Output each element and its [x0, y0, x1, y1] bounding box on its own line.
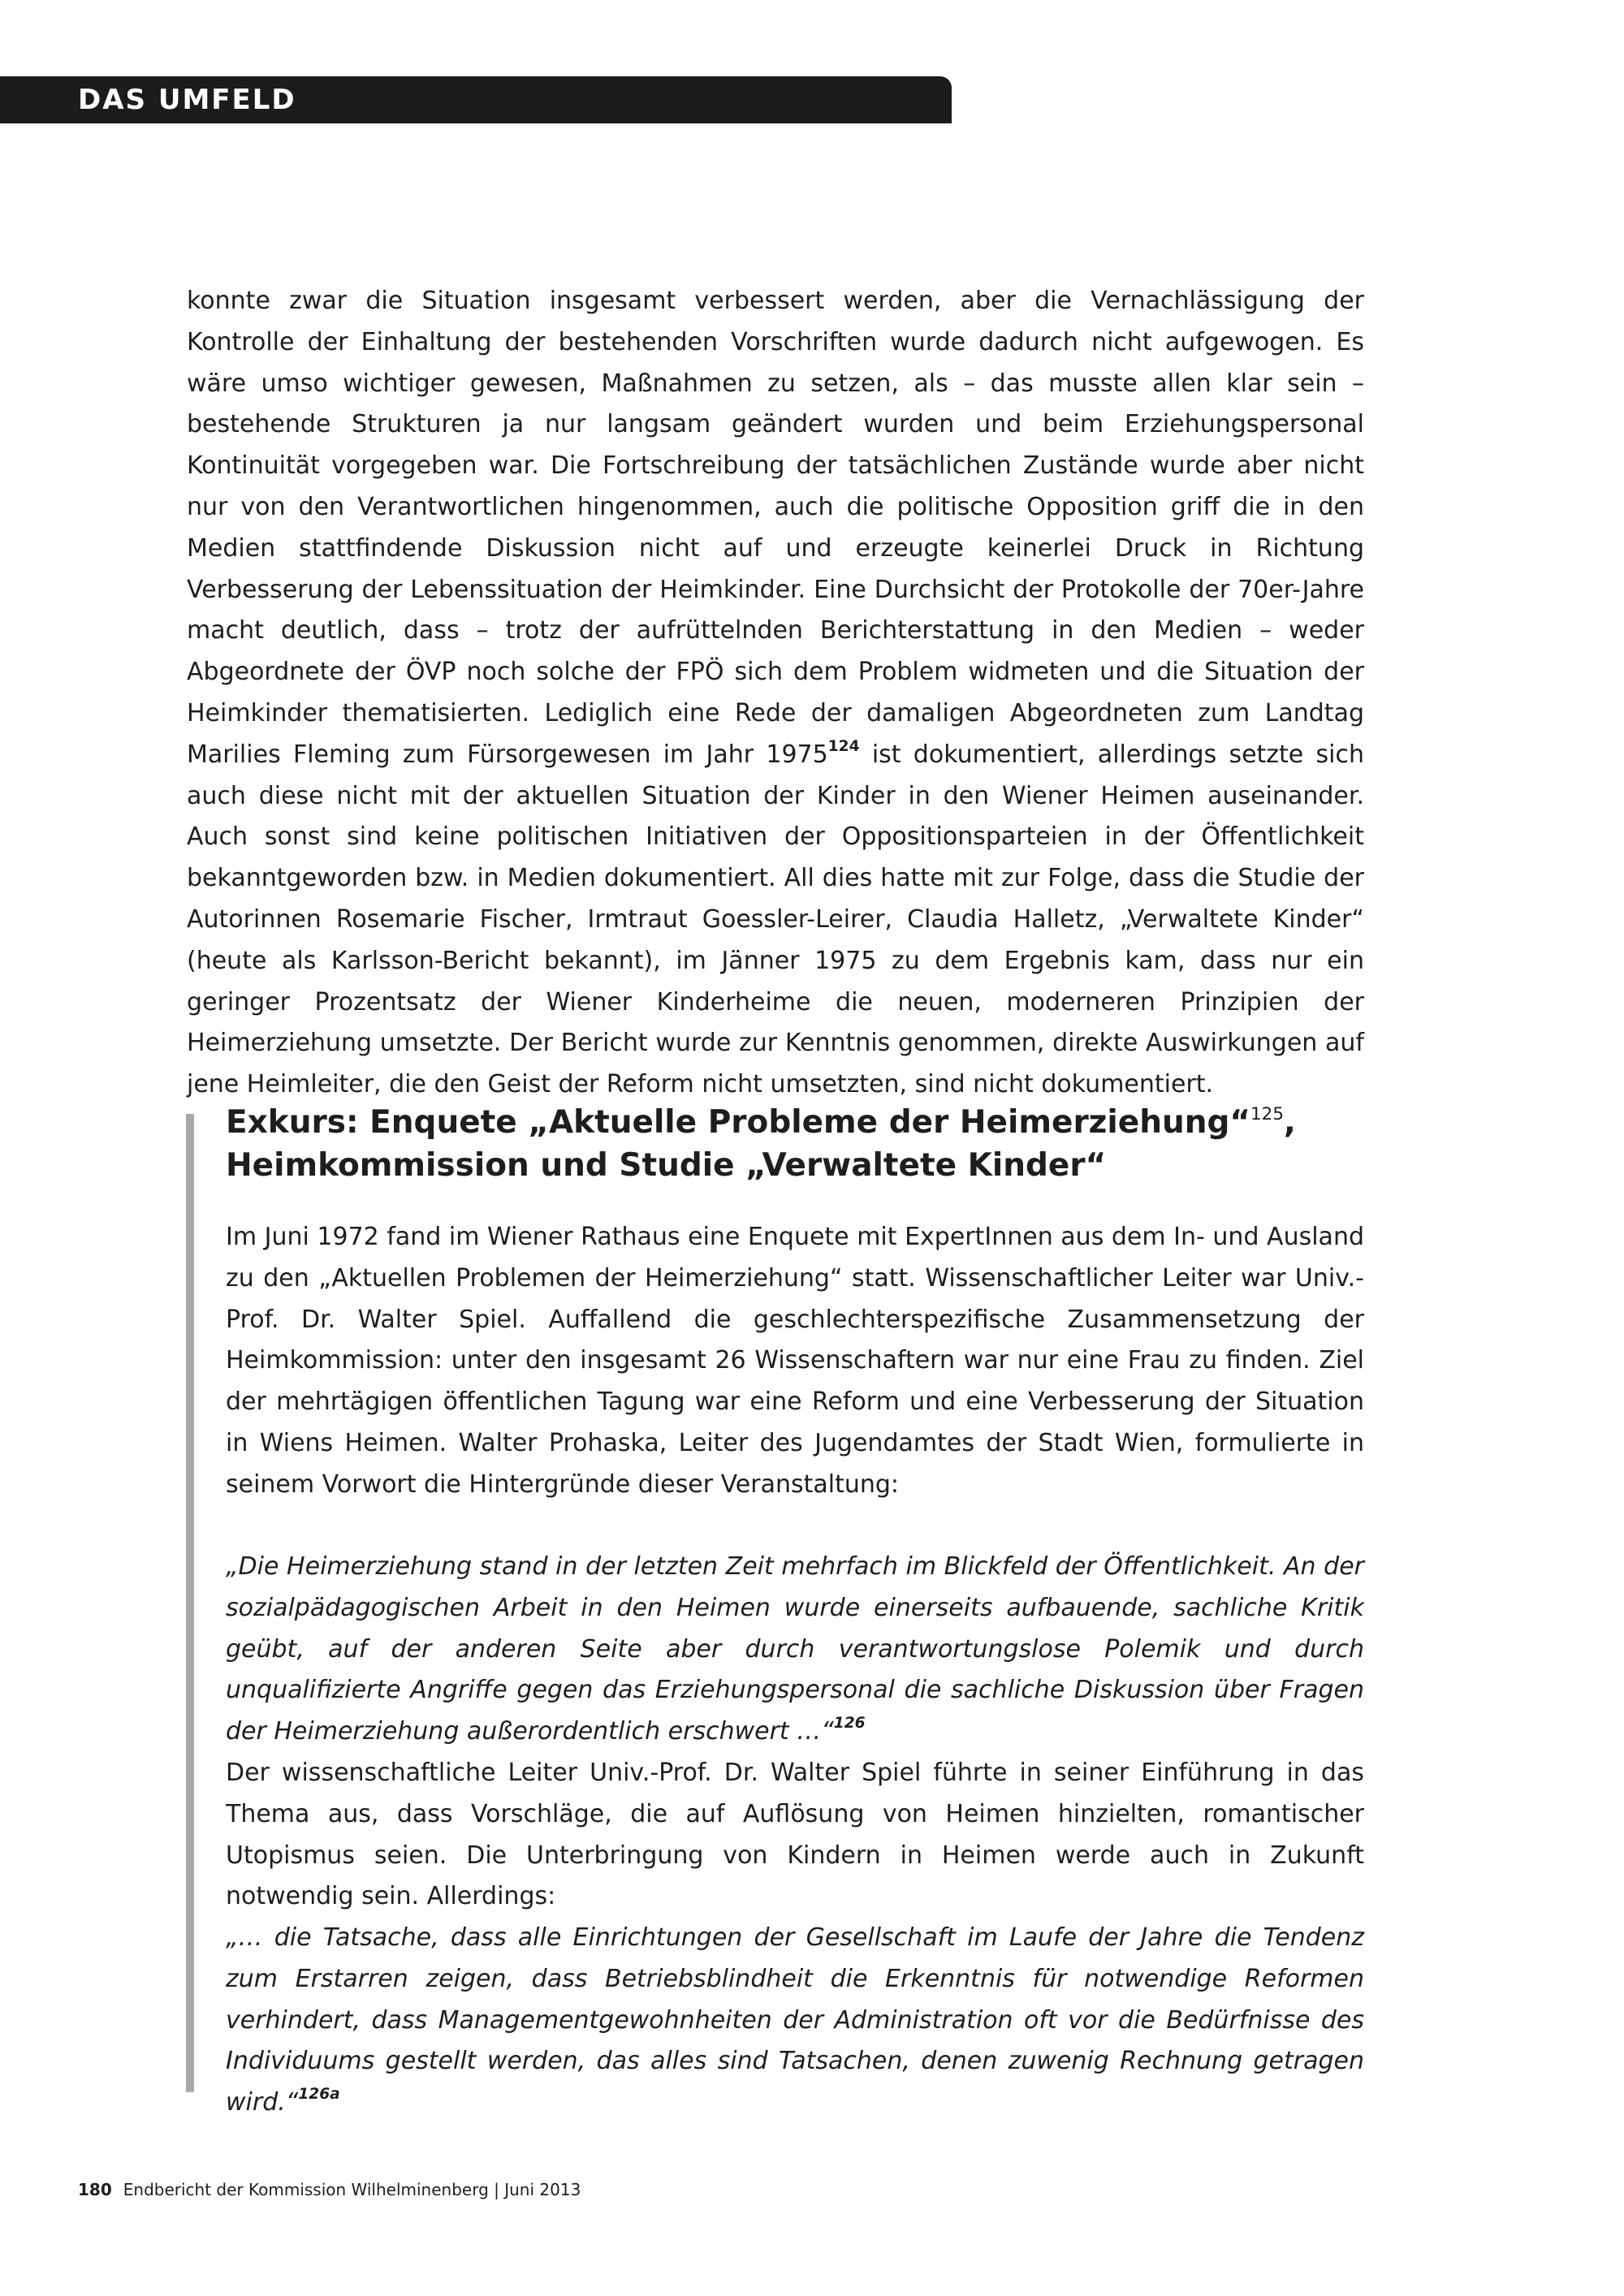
footnote-ref-126[interactable]: 126 — [833, 1715, 866, 1733]
footnote-ref-126a[interactable]: 126a — [298, 2086, 340, 2104]
page-footer — [78, 2180, 581, 2199]
section-banner — [0, 76, 952, 123]
section-title: DAS UMFELD — [78, 84, 296, 116]
main-text-part1: konnte zwar die Situation insgesamt verbessert werden, aber die Vernachlässigung der Kontrolle der Einhaltung der bestehenden Vorschriften wurde dadurch nicht aufgewogen. Es wäre umso wichtiger gewesen, Maßnahmen zu setzen, als – das musste allen klar sein – bestehende Strukturen ja nur langsam geändert wurden und beim Erziehungspersonal Kontinuität vorgegeben war. Die Fortschreibung der tatsächlichen Zustände wurde aber nicht nur von den Verantwortlichen hingenommen, auch die politische Opposition griff die in den Medien stattfindende Diskussion nicht auf und erzeugte keinerlei Druck in Richtung Verbesserung der Lebenssituation der Heimkinder. Eine Durchsicht der Protokolle der 70er-Jahre macht deutlich, dass – trotz der aufrüttelnden Berichterstattung in den Medien – weder Abgeordnete der ÖVP noch solche der FPÖ sich dem Problem widmeten und die Situation der Heimkinder thematisierten. Lediglich eine Rede der damaligen Abgeordneten zum Landtag Marilies Fleming zum Fürsorgewesen im Jahr 1975 — [187, 287, 1364, 769]
excursus-side-bar — [186, 1114, 194, 2092]
footer-text: Endbericht der Kommission Wilhelminenberg | Juni 2013 — [123, 2180, 581, 2199]
excursus-heading-part1: Exkurs: Enquete „Aktuelle Probleme der Heimerziehung“ — [226, 1104, 1251, 1141]
footnote-ref-125[interactable]: 125 — [1250, 1103, 1284, 1124]
excursus-paragraph-1: Im Juni 1972 fand im Wiener Rathaus eine Enquete mit ExpertInnen aus dem In- und Ausland zu den „Aktuellen Problemen der Heimerziehung“ statt. Wissenschaftlicher Leiter war Univ.-Prof. Dr. Walter Spiel. Auffallend die geschlechterspezifische Zusammensetzung der Heimkommission: unter den insgesamt 26 Wissenschaftern war nur eine Frau zu finden. Ziel der mehrtägigen öffentlichen Tagung war eine Reform und eine Verbesserung der Situation in Wiens Heimen. Walter Prohaska, Leiter des Jugendamtes der Stadt Wien, formulierte in seinem Vorwort die Hintergründe dieser Veranstaltung: — [226, 1223, 1364, 1499]
main-text-part2: ist dokumentiert, allerdings setzte sich auch diese nicht mit der aktuellen Situation der Kinder in den Wiener Heimen auseinander. Auch sonst sind keine politischen Initiativen der Oppositionsparteien in der Öffentlichkeit bekanntgeworden bzw. in Medien dokumentiert. All dies hatte mit zur Folge, dass die Studie der Autorinnen Rosemarie Fischer, Irmtraut Goessler-Leirer, Claudia Halletz, „Verwaltete Kinder“ (heute als Karlsson-Bericht bekannt), im Jänner 1975 zu dem Ergebnis kam, dass nur ein geringer Prozentsatz der Wiener Kinderheime die neuen, moderneren Prinzipien der Heimerziehung umsetzte. Der Bericht wurde zur Kenntnis genommen, direkte Auswirkungen auf jene Heimleiter, die den Geist der Reform nicht umsetzten, sind nicht dokumentiert. — [187, 740, 1364, 1099]
quote-1-text: „Die Heimerziehung stand in der letzten Zeit mehrfach im Blickfeld der Öffentlichkeit. An der sozialpädagogischen Arbeit in den Heimen wurde einerseits aufbauende, sachliche Kritik geübt, auf der anderen Seite aber durch verantwortungslose Polemik und durch unqualifizierte Angriffe gegen das Erziehungspersonal die sachliche Diskussion über Fragen der Heimerziehung außerordentlich erschwert …“ — [226, 1552, 1364, 1746]
excursus-heading — [226, 1101, 1379, 1187]
footnote-ref-124[interactable]: 124 — [827, 737, 860, 755]
quote-2-text: „… die Tatsache, dass alle Einrichtungen der Gesellschaft im Laufe der Jahre die Tendenz zum Erstarren zeigen, dass Betriebsblindheit die Erkenntnis für notwendige Reformen verhindert, dass Managementgewohnheiten der Administration oft vor die Bedürfnisse des Individuums gestellt werden, das alles sind Tatsachen, denen zuwenig Rechnung getragen wird.“ — [226, 1923, 1364, 2117]
excursus-heading-line2: Heimkommission und Studie „Verwaltete Kinder“ — [226, 1147, 1107, 1184]
excursus-paragraph-2: Der wissenschaftliche Leiter Univ.-Prof. Dr. Walter Spiel führte in seiner Einführung in das Thema aus, dass Vorschläge, die auf Auflösung von Heimen hinzielten, romantischer Utopismus seien. Die Unterbringung von Kindern in Heimen werde auch in Zukunft notwendig sein. Allerdings: — [226, 1759, 1364, 1911]
excursus-heading-comma: , — [1283, 1104, 1296, 1141]
main-paragraph — [187, 281, 1364, 1106]
excursus-quote-1 — [226, 1547, 1364, 1753]
excursus-quote-2 — [226, 1918, 1364, 2124]
page-number: 180 — [78, 2180, 112, 2199]
